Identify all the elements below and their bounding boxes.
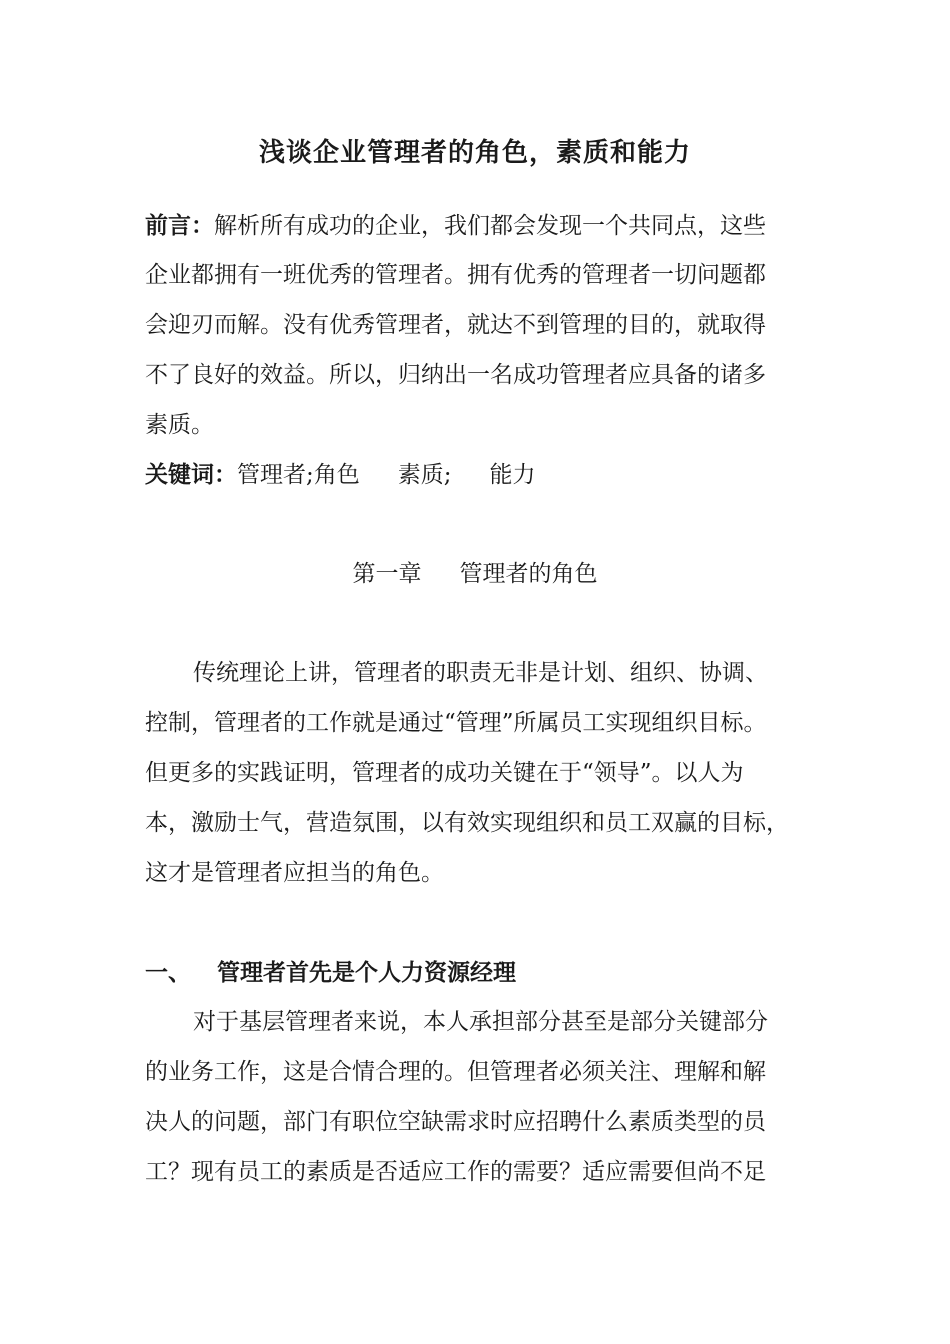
section-line-1 <box>145 1011 825 1034</box>
intro-text-1: 传统理论上讲，管理者的职责无非是计划、组织、协调、 <box>193 660 768 686</box>
chapter-heading <box>0 563 950 586</box>
preface-line-2: 企业都拥有一班优秀的管理者。拥有优秀的管理者一切问题都 <box>145 262 766 288</box>
preface-line-4: 不了良好的效益。所以，归纳出一名成功管理者应具备的诸多 <box>145 362 766 388</box>
page-title: 浅谈企业管理者的角色，素质和能力 <box>258 138 691 168</box>
preface-line-1 <box>145 214 825 238</box>
section-text-1: 对于基层管理者来说，本人承担部分甚至是部分关键部分 <box>193 1009 768 1035</box>
preface-text-1: 解析所有成功的企业，我们都会发现一个共同点，这些 <box>214 213 766 239</box>
keyword-item: 素质; <box>397 462 452 488</box>
intro-line-4: 本，激励士气，营造氛围，以有效实现组织和员工双赢的目标， <box>145 810 789 836</box>
preface-label: 前言： <box>145 212 214 239</box>
keywords-line <box>145 463 825 487</box>
keyword-item: 管理者;角色 <box>237 462 360 488</box>
section-line-4: 工？现有员工的素质是否适应工作的需要？适应需要但尚不足 <box>145 1159 766 1185</box>
keywords-label: 关键词： <box>145 461 237 488</box>
section-number: 一、 <box>145 959 191 986</box>
section-title: 管理者首先是个人力资源经理 <box>217 959 516 986</box>
preface-line-3: 会迎刃而解。没有优秀管理者，就达不到管理的目的，就取得 <box>145 312 766 338</box>
preface-line-5: 素质。 <box>145 412 214 438</box>
chapter-number: 第一章 <box>352 561 422 587</box>
intro-line-1 <box>145 662 825 685</box>
keyword-item: 能力 <box>489 462 536 488</box>
intro-line-3: 但更多的实践证明，管理者的成功关键在于“领导”。以人为 <box>145 760 744 786</box>
intro-line-5: 这才是管理者应担当的角色。 <box>145 860 444 886</box>
intro-line-2: 控制，管理者的工作就是通过“管理”所属员工实现组织目标。 <box>145 710 767 736</box>
section-line-2: 的业务工作，这是合情合理的。但管理者必须关注、理解和解 <box>145 1059 766 1085</box>
chapter-title: 管理者的角色 <box>459 561 598 587</box>
section-heading <box>145 961 825 984</box>
section-line-3: 决人的问题，部门有职位空缺需求时应招聘什么素质类型的员 <box>145 1109 766 1135</box>
